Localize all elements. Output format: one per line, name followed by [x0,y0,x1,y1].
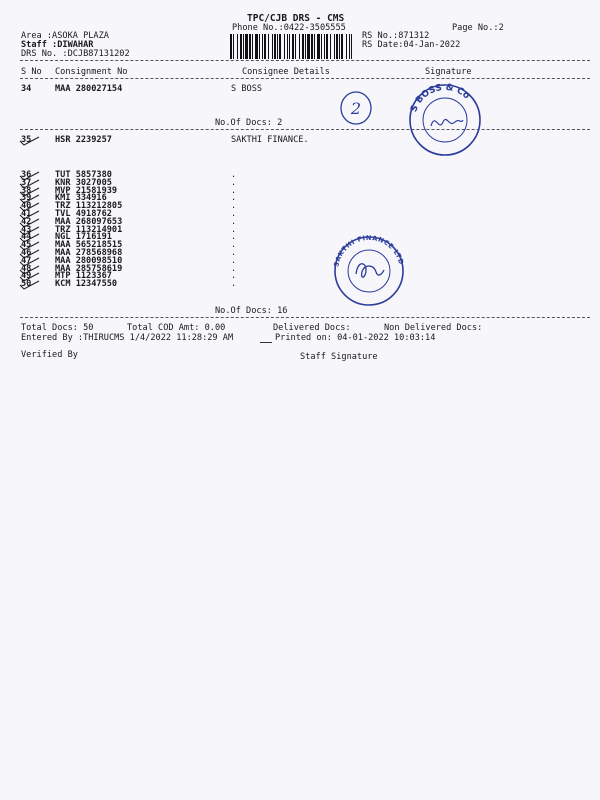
consignee-name: SAKTHI FINANCE. [231,135,309,145]
row-consignment: MAA 565218515 [55,240,123,251]
consignee-detail-dot: . [231,248,237,258]
row-consignment: NGL 1716191 [55,232,112,243]
consignee-name: S BOSS [231,84,263,94]
total-cod-amount: Total COD Amt: 0.00 [127,323,226,333]
row-sno: 50 [21,279,32,290]
consignee-detail-dot: . [231,255,237,266]
row-consignment: MAA 268097653 [55,216,123,227]
row-consignment: KMI 334916 [55,193,107,204]
row-consignment: MTP 1123367 [55,271,112,282]
consignee-detail-dot: . [231,240,237,251]
row-consignment: MVP 21581939 [55,185,118,196]
boss-company-stamp [405,82,485,158]
row-consignment: MAA 285758619 [55,263,123,274]
row-sno: 38 [21,185,32,196]
row-sno: 47 [21,255,32,266]
row-consignment: MAA 280098510 [55,255,123,266]
pen-mark [260,342,272,343]
row-consignment: MAA 280027154 [55,84,123,94]
consignee-detail-dot: . [231,216,237,227]
consignee-detail-dot: . [231,263,237,274]
divider [20,317,590,318]
row-consignment: TVL 4918762 [55,209,112,219]
row-sno: 49 [21,271,32,282]
consignee-detail-dot: . [231,185,237,196]
consignee-detail-dot: . [231,209,237,219]
row-sno: 37 [21,177,32,188]
consignee-detail-dot: . [231,201,237,212]
row-sno: 48 [21,263,32,274]
svg-text:2: 2 [350,99,362,118]
consignee-detail-dot: . [231,224,237,235]
svg-text:SAKTHI FINANCE LTD: SAKTHI FINANCE LTD [332,234,406,268]
staff-label: Staff :DIWAHAR [21,40,94,50]
row-sno: 41 [21,209,32,219]
col-header-signature: Signature [425,67,472,77]
col-header-consignee: Consignee Details [242,67,330,77]
row-consignment: KNR 3027005 [55,177,112,188]
row-sno: 34 [21,84,32,94]
docs-count: No.Of Docs: 16 [215,306,288,316]
row-consignment: MAA 278568968 [55,248,123,258]
printed-on: Printed on: 04-01-2022 10:03:14 [275,333,436,343]
check-mark-icon [19,136,41,146]
row-consignment: TRZ 113212805 [55,201,123,212]
non-delivered-docs: Non Delivered Docs: [384,323,483,333]
handwritten-circle-mark [338,90,374,126]
consignee-detail-dot: . [231,193,237,204]
page-number: Page No.:2 [452,23,504,33]
barcode [230,34,355,59]
consignee-detail-dot: . [231,170,237,180]
entered-by: Entered By :THIRUCMS 1/4/2022 11:28:29 AM [21,333,234,343]
drs-number: DRS No. :DCJB87131202 [21,49,130,59]
document-title: TPC/CJB DRS - CMS [247,13,345,24]
row-sno: 45 [21,240,32,251]
row-consignment: TUT 5857380 [55,170,112,180]
row-consignment: TRZ 113214901 [55,224,123,235]
svg-text:S BOSS & Co: S BOSS & Co [409,82,472,114]
row-sno: 42 [21,216,32,227]
divider [20,78,590,79]
area-label: Area :ASOKA PLAZA [21,31,109,41]
consignee-detail-dot: . [231,177,237,188]
row-sno: 36 [21,170,32,180]
divider [20,60,590,61]
row-sno: 44 [21,232,32,243]
rs-number: RS No.:871312 [362,31,430,41]
row-consignment: HSR 2239257 [55,135,112,145]
staff-signature-label: Staff Signature [300,352,378,362]
row-sno: 35 [21,135,32,145]
row-sno: 43 [21,224,32,235]
verified-by: Verified By [21,350,78,360]
divider [20,129,590,130]
row-consignment: KCM 12347550 [55,279,118,290]
sakthi-finance-stamp [330,234,408,308]
col-header-sno: S No [21,67,42,77]
row-sno: 40 [21,201,32,212]
total-docs: Total Docs: 50 [21,323,94,333]
row-sno: 39 [21,193,32,204]
col-header-consignment: Consignment No [55,67,128,77]
row-sno: 46 [21,248,32,258]
consignee-detail-dot: . [231,232,237,243]
docs-count: No.Of Docs: 2 [215,118,283,128]
rs-date: RS Date:04-Jan-2022 [362,40,461,50]
check-mark-icon [19,280,41,290]
delivered-docs: Delivered Docs: [273,323,351,333]
consignee-detail-dot: . [231,279,237,290]
consignee-detail-dot: . [231,271,237,282]
phone-number: Phone No.:0422-3505555 [232,23,346,33]
